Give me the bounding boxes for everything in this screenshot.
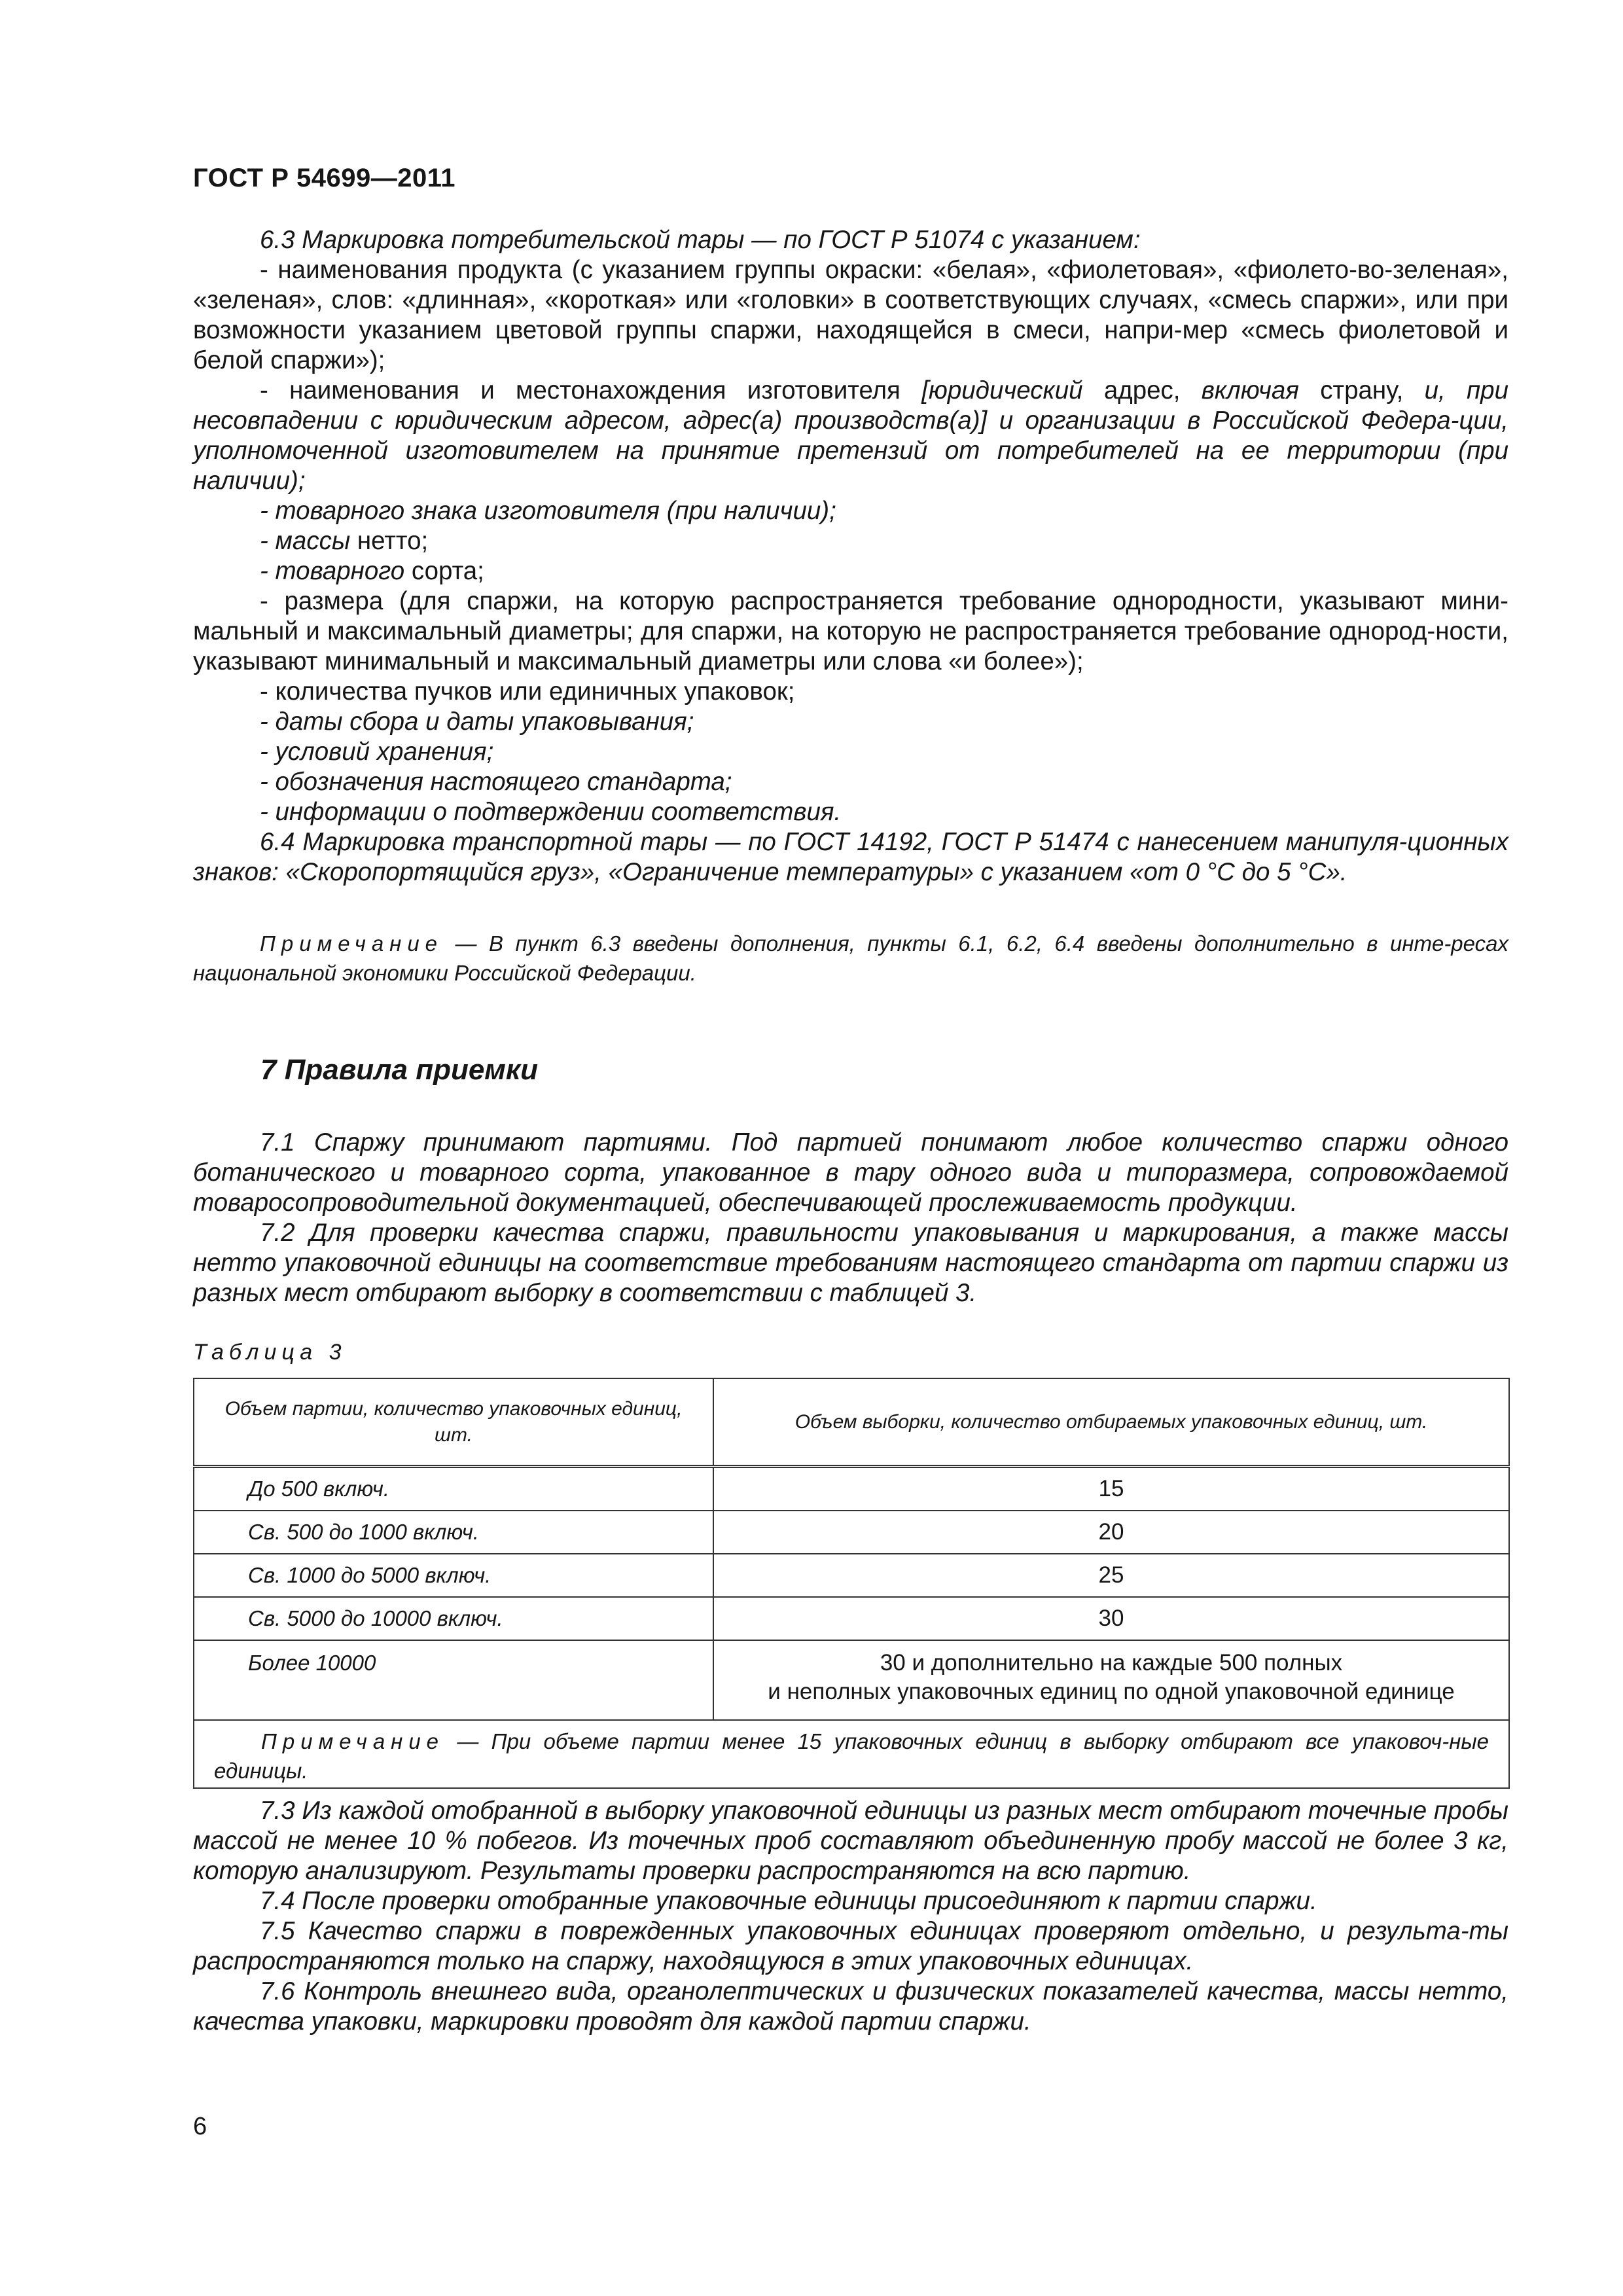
item-text: включая (1201, 376, 1321, 404)
item-text: нетто; (357, 527, 429, 555)
clause-6-3-item-trademark: - товарного знака изготовителя (при наличии); (260, 497, 836, 525)
table-row (194, 1511, 1509, 1554)
sample-line: и неполных упаковочных единиц по одной упаковочной единице (768, 1679, 1455, 1704)
table-cell-sample: 25 (713, 1554, 1509, 1597)
item-text: сорта; (411, 557, 484, 585)
section-7-title: 7 Правила приемки (260, 1054, 539, 1086)
table-note (194, 1720, 1509, 1788)
clause-6-3-item-product-name: - наименования продукта (с указанием группы окраски: «белая», «фиолетовая», «фиолето-во-зеленая», «зеленая», слов: «длинная», «короткая» или «головки» в соответствующих случаях, «смесь спаржи», или при возможности указанием цветовой группы спаржи, находящейся в смеси, напри-мер «смесь фиолетовой и белой спаржи»); (193, 256, 1508, 374)
clause-6-3-item-conformity: - информации о подтверждении соответствия. (260, 798, 842, 826)
clause-7-3: 7.3 Из каждой отобранной в выборку упаковочной единицы из разных мест отбирают точечные пробы массой не менее 10 % побегов. Из точечных проб составляют объединенную пробу массой не более 3 кг, которую анализируют. Результаты проверки распространяются на всю партию. (193, 1797, 1508, 1885)
table-row (194, 1640, 1509, 1720)
clause-7-1: 7.1 Спаржу принимают партиями. Под партией понимают любое количество спаржи одного ботанического и товарного сорта, упакованное в тару одного вида и типоразмера, сопровождаемой товаросопроводительной документацией, обеспечивающей прослеживаемость продукции. (193, 1128, 1508, 1217)
table-row (194, 1467, 1509, 1511)
table-cell-lot: Более 10000 (194, 1640, 713, 1720)
clause-7-2: 7.2 Для проверки качества спаржи, правильности упаковывания и маркирования, а также массы нетто упаковочной единицы на соответствие требованиям настоящего стандарта от партии спаржи из разных мест отбирают выборку в соответствии с таблицей 3. (193, 1219, 1508, 1307)
item-text: - товарного (260, 557, 412, 585)
item-text: страну, (1320, 376, 1425, 404)
table-header-row (194, 1378, 1509, 1467)
clause-6-3-item-dates: - даты сбора и даты упаковывания; (260, 708, 694, 736)
table-3-caption: Таблица 3 (193, 1340, 347, 1365)
table-row (194, 1597, 1509, 1640)
clause-7-5: 7.5 Качество спаржи в поврежденных упаковочных единицах проверяют отдельно, и результа-ты распространяются только на спаржу, находящуюся в этих упаковочных единицах. (193, 1917, 1508, 1975)
note-text: — В пункт 6.3 введены дополнения, пункты 6.1, 6.2, 6.4 введены дополнительно в инте-ресах национальной экономики Российской Федерации. (193, 931, 1508, 985)
clause-6-3-title: 6.3 Маркировка потребительской тары — по ГОСТ Р 51074 с указанием: (260, 226, 1141, 254)
clause-6-3-item-storage: - условий хранения; (260, 738, 494, 766)
note-label: Примечание (261, 1729, 445, 1753)
clause-6-3-item-standard: - обозначения настоящего стандарта; (260, 768, 732, 796)
clause-6-3-item-bunches: - количества пучков или единичных упаковок; (260, 677, 795, 706)
clause-6-3-item-size: - размера (для спаржи, на которую распространяется требование однородности, указывают мини-мальный и максимальный диаметры; для спаржи, на которую не распространяется требование однород-ности, указывают минимальный и максимальный диаметры или слова «и более»); (193, 587, 1508, 675)
table-header-sample-size: Объем выборки, количество отбираемых упаковочных единиц, шт. (713, 1378, 1509, 1467)
table-cell-sample: 20 (713, 1511, 1509, 1554)
table-note-row (194, 1720, 1509, 1788)
item-text: - наименования и местонахождения изготовителя (260, 376, 922, 404)
note-section-6 (193, 929, 1508, 988)
item-text: адрес, (1103, 376, 1202, 404)
item-text: - массы (260, 527, 357, 555)
clause-6-3-item-manufacturer (193, 376, 1508, 496)
clause-6-3-item-net-mass (193, 526, 1508, 556)
note-text: — При объеме партии менее 15 упаковочных единиц в выборку отбирают все упаковоч-ные единицы. (214, 1729, 1489, 1783)
table-cell-lot: Св. 5000 до 10000 включ. (194, 1597, 713, 1640)
table-cell-lot: Св. 500 до 1000 включ. (194, 1511, 713, 1554)
table-cell-lot: Св. 1000 до 5000 включ. (194, 1554, 713, 1597)
table-row (194, 1554, 1509, 1597)
clause-6-3-item-grade (193, 556, 1508, 586)
item-text: и, при несовпадении с юридическим адресом, адрес(а) производств(а)] и организации в Российской Федера-ции, уполномоченной изготовителем на принятие претензий от потребителей на ее территории (при наличии); (193, 376, 1508, 495)
table-header-lot-size: Объем партии, количество упаковочных единиц, шт. (194, 1378, 713, 1467)
table-cell-lot: До 500 включ. (194, 1467, 713, 1511)
table-cell-sample: 15 (713, 1467, 1509, 1511)
clause-6-4: 6.4 Маркировка транспортной тары — по ГОСТ 14192, ГОСТ Р 51474 с нанесением манипуля-ционных знаков: «Скоропортящийся груз», «Ограничение температуры» с указанием «от 0 °С до 5 °С». (193, 828, 1508, 886)
document-header: ГОСТ Р 54699—2011 (193, 164, 455, 192)
table-cell-sample: 30 (713, 1597, 1509, 1640)
item-text: [юридический (921, 376, 1104, 404)
table-cell-sample (713, 1640, 1509, 1720)
clause-7-6: 7.6 Контроль внешнего вида, органолептических и физических показателей качества, массы нетто, качества упаковки, маркировки проводят для каждой партии спаржи. (193, 1977, 1508, 2036)
note-label: Примечание (260, 931, 444, 956)
page-number: 6 (193, 2113, 207, 2140)
table-3 (193, 1378, 1510, 1789)
sample-line: 30 и дополнительно на каждые 500 полных (880, 1650, 1343, 1676)
clause-7-4: 7.4 После проверки отобранные упаковочные единицы присоединяют к партии спаржи. (260, 1887, 1317, 1915)
